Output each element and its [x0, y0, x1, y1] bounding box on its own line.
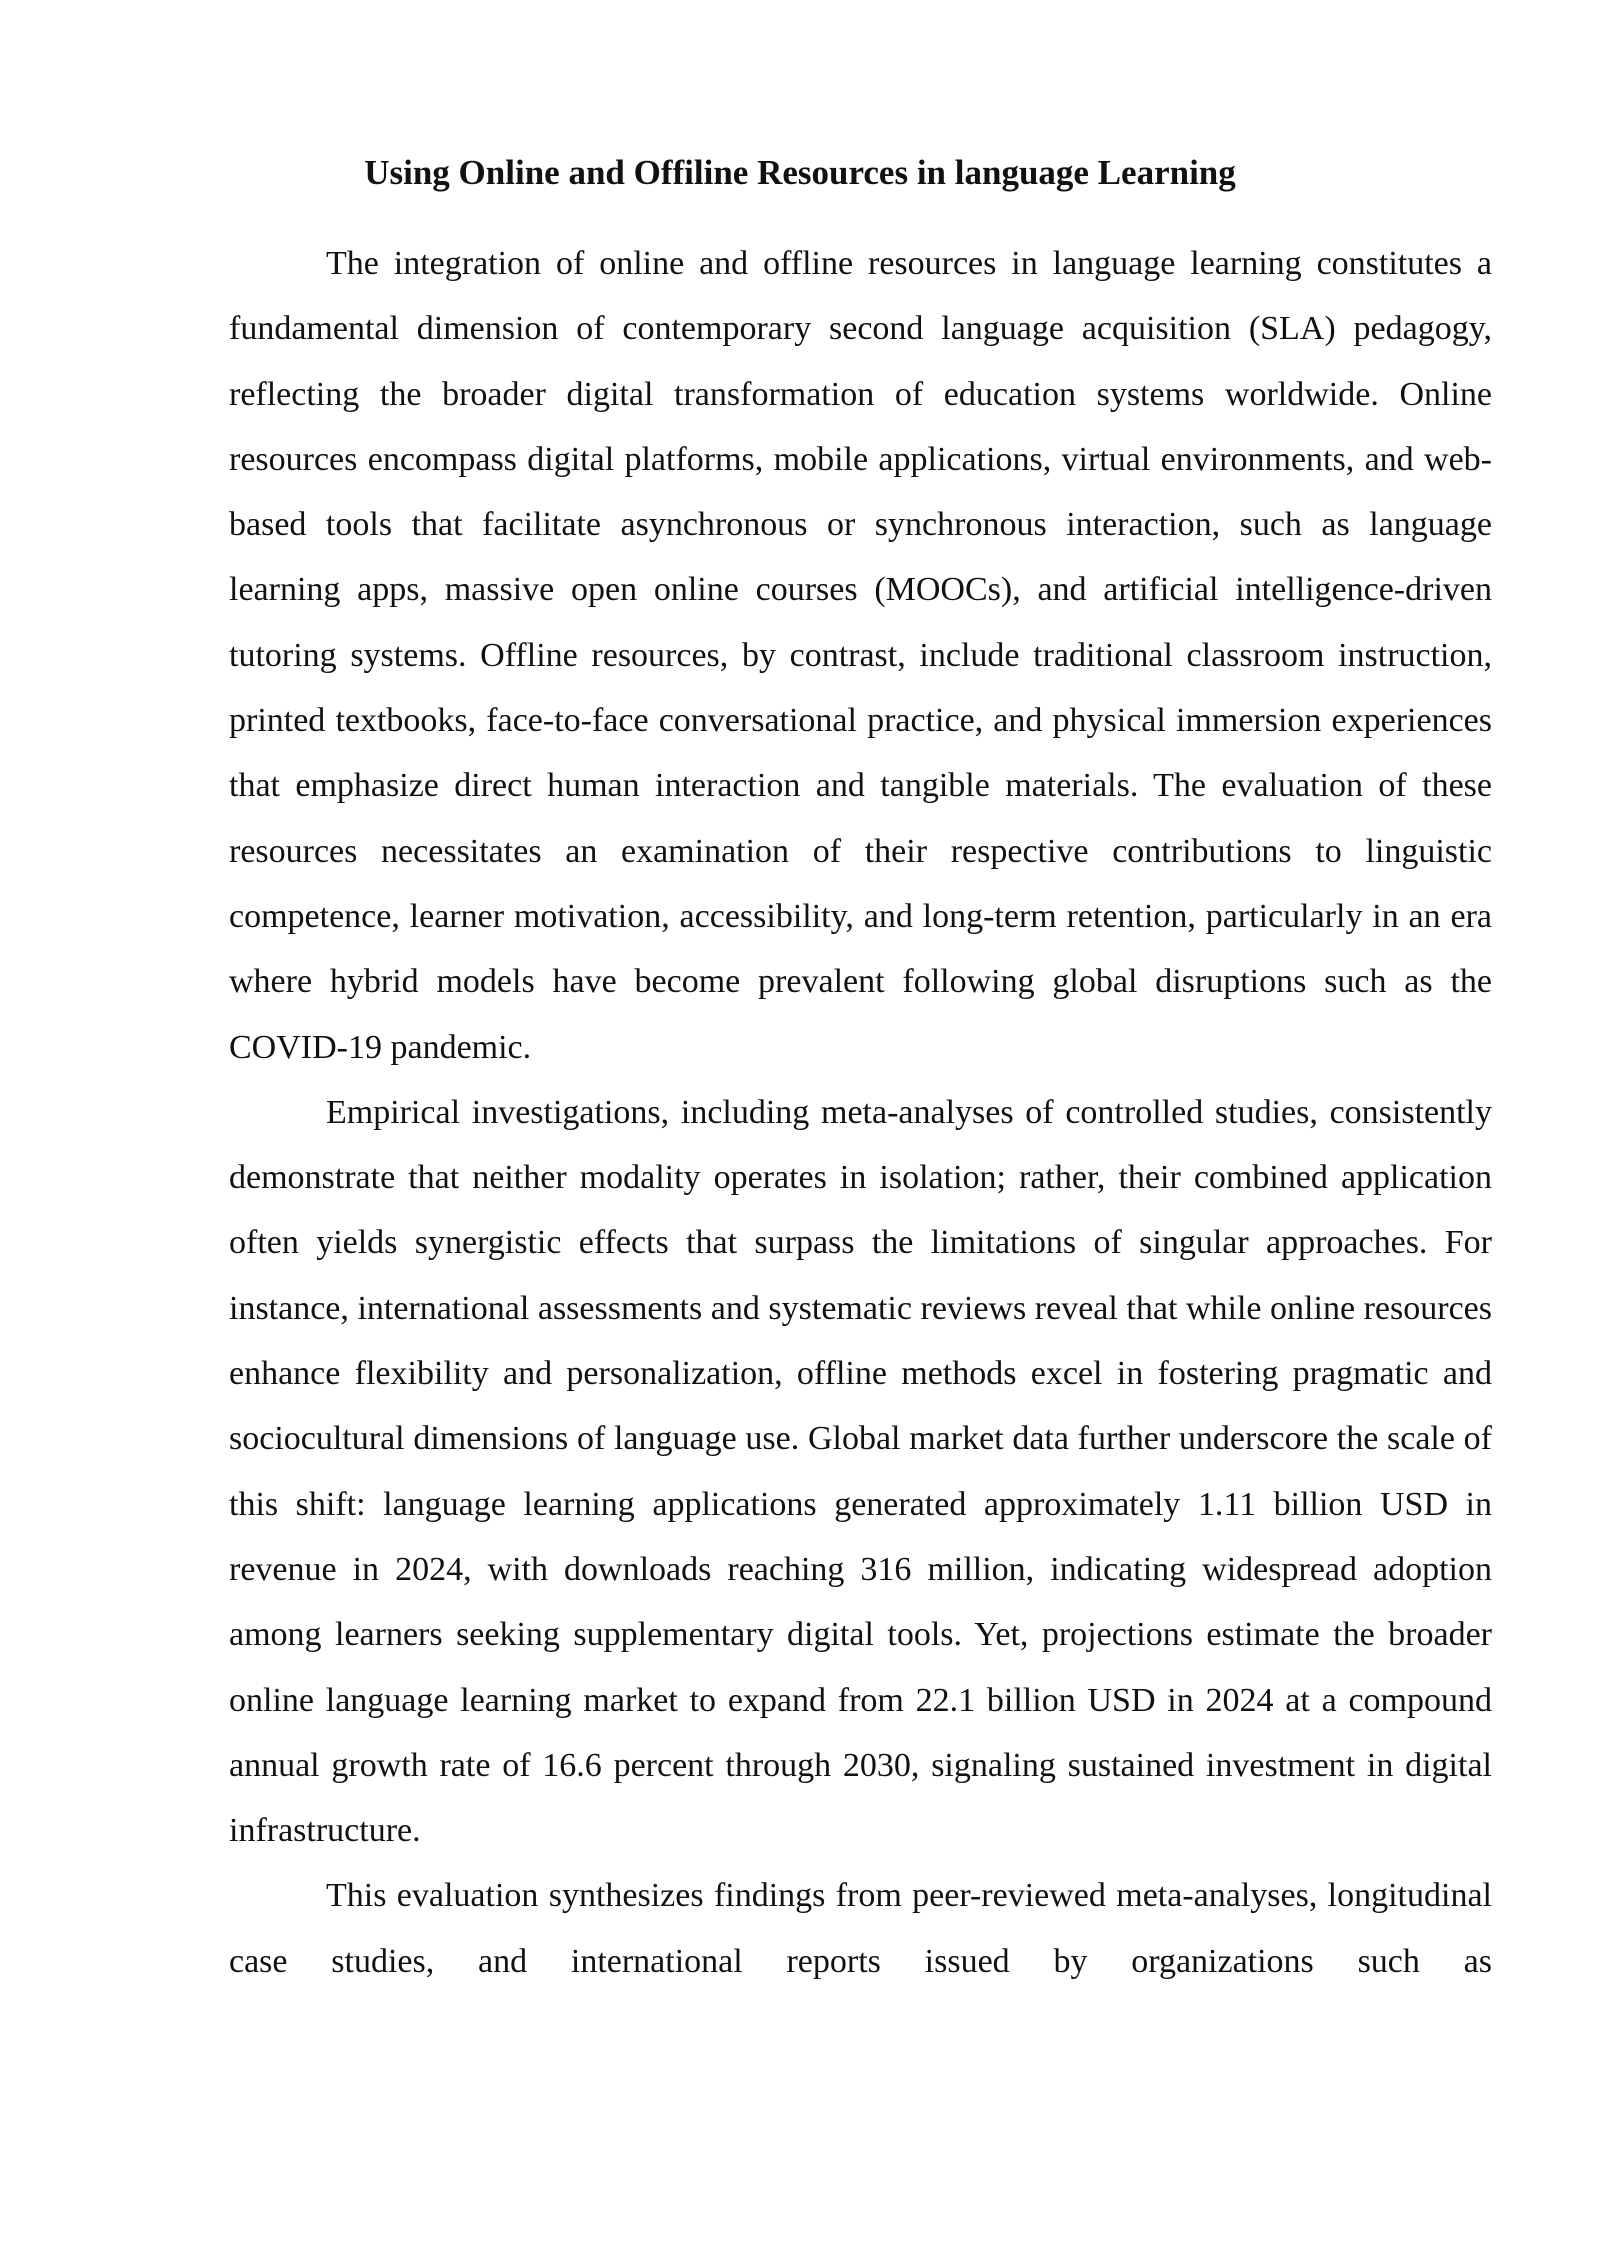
paragraph-3: This evaluation synthesizes findings from peer-reviewed meta-analyses, longitudinal case studies, and international reports issued by organizations such as	[229, 1877, 1492, 1980]
paragraph-1: The integration of online and offline resources in language learning constitutes a fundamental dimension of contemporary second language acquisition (SLA) pedagogy, reflecting the broader digital transformation of education systems worldwide. Online resources encompass digital platforms, mobile applications, virtual environments, and web-based tools that facilitate asynchronous or synchronous interaction, such as language learning apps, massive open online courses (MOOCs), and artificial intelligence-driven tutoring systems. Offline resources, by contrast, include traditional classroom instruction, printed textbooks, face-to-face conversational practice, and physical immersion experiences that emphasize direct human interaction and tangible materials. The evaluation of these resources necessitates an examination of their respective contributions to linguistic competence, learner motivation, accessibility, and long-term retention, particularly in an era where hybrid models have become prevalent following global disruptions such as the COVID-19 pandemic.	[229, 245, 1492, 1066]
document-title: Using Online and Offiline Resources in language Learning	[364, 153, 1236, 192]
paragraph-2: Empirical investigations, including meta-analyses of controlled studies, consistently demonstrate that neither modality operates in isolation; rather, their combined application often yields synergistic effects that surpass the limitations of singular approaches. For instance, international assessments and systematic reviews reveal that while online resources enhance flexibility and personalization, offline methods excel in fostering pragmatic and sociocultural dimensions of language use. Global market data further underscore the scale of this shift: language learning applications generated approximately 1.11 billion USD in revenue in 2024, with downloads reaching 316 million, indicating widespread adoption among learners seeking supplementary digital tools. Yet, projections estimate the broader online language learning market to expand from 22.1 billion USD in 2024 at a compound annual growth rate of 16.6 percent through 2030, signaling sustained investment in digital infrastructure.	[229, 1093, 1492, 1850]
document-body	[229, 231, 1492, 1994]
